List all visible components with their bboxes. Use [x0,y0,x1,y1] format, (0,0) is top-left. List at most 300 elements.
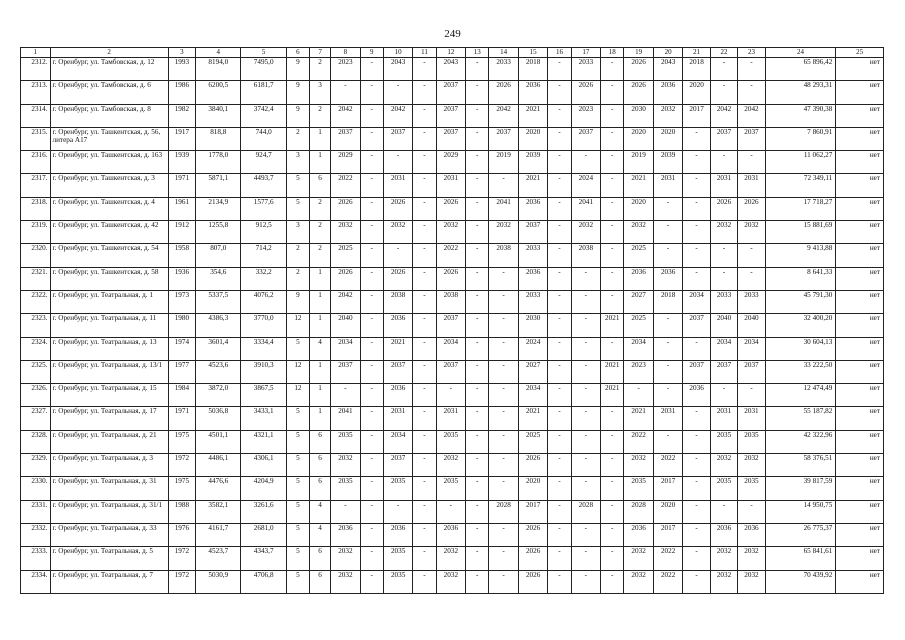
table-cell: - [710,500,737,523]
column-header-5: 5 [241,48,286,58]
table-cell: 2037 [683,360,710,383]
table-cell: 2040 [331,314,361,337]
table-cell: 2033 [571,58,601,81]
table-cell: - [360,174,383,197]
table-cell: 1980 [168,314,195,337]
column-header-6: 6 [286,48,309,58]
table-cell: 2042 [738,104,765,127]
table-cell: 3742,4 [241,104,286,127]
table-cell: 2 [286,267,309,290]
table-cell: - [571,337,601,360]
row-number-cell: 2329. [21,454,51,477]
table-cell: - [489,360,519,383]
table-cell: - [466,360,489,383]
address-cell: г. Оренбург, ул. Театральная, д. 15 [50,384,168,407]
table-cell: - [489,267,519,290]
table-cell: - [683,244,710,267]
table-cell: 2025 [518,430,548,453]
table-cell: 4343,7 [241,547,286,570]
table-cell: - [683,151,710,174]
table-cell: - [360,454,383,477]
table-cell: - [653,337,683,360]
table-cell: 2042 [331,104,361,127]
table-cell: - [710,244,737,267]
flag-cell: нет [836,58,884,81]
table-cell: 6 [310,547,331,570]
table-cell: - [601,430,624,453]
table-cell: 12 [286,384,309,407]
column-header-17: 17 [571,48,601,58]
table-cell: 2032 [489,221,519,244]
table-cell: 2026 [710,197,737,220]
table-cell: - [466,81,489,104]
table-cell: 2020 [653,127,683,150]
cost-cell: 33 222,50 [765,360,836,383]
table-cell: 2036 [653,81,683,104]
table-cell: 1 [310,384,331,407]
flag-cell: нет [836,81,884,104]
table-cell: 6 [310,570,331,593]
cost-cell: 42 322,96 [765,430,836,453]
table-cell: - [601,151,624,174]
table-cell: 2038 [489,244,519,267]
table-cell: 2037 [738,127,765,150]
table-cell: - [383,500,413,523]
table-cell: - [548,58,571,81]
row-number-cell: 2313. [21,81,51,104]
table-cell: 3 [310,81,331,104]
table-cell: 2019 [624,151,654,174]
table-cell: - [466,570,489,593]
table-cell: - [548,174,571,197]
row-number-cell: 2322. [21,290,51,313]
table-cell: - [436,500,466,523]
flag-cell: нет [836,430,884,453]
flag-cell: нет [836,477,884,500]
table-cell: 2036 [624,267,654,290]
table-cell: 2030 [518,314,548,337]
table-cell: - [571,454,601,477]
column-number-row [21,48,884,58]
table-cell: 3433,1 [241,407,286,430]
table-cell: 2021 [383,337,413,360]
table-cell: 9 [286,290,309,313]
table-cell: 2021 [601,314,624,337]
table-cell: 2036 [653,267,683,290]
table-cell: - [413,477,436,500]
table-cell: 1255,8 [196,221,241,244]
table-cell: - [548,500,571,523]
table-cell: - [601,174,624,197]
table-cell: - [383,81,413,104]
table-cell: 2043 [383,58,413,81]
flag-cell: нет [836,244,884,267]
address-cell: г. Оренбург, ул. Театральная, д. 3 [50,454,168,477]
table-cell: - [489,407,519,430]
table-cell: - [571,314,601,337]
flag-cell: нет [836,523,884,546]
table-cell: 2031 [738,174,765,197]
table-cell: - [548,81,571,104]
table-cell: - [548,430,571,453]
table-cell: 2031 [710,407,737,430]
table-cell: 2035 [738,430,765,453]
table-cell: 4 [310,337,331,360]
table-cell: 2019 [489,151,519,174]
column-header-8: 8 [331,48,361,58]
column-header-25: 25 [836,48,884,58]
row-number-cell: 2324. [21,337,51,360]
table-cell: 2037 [710,360,737,383]
column-header-24: 24 [765,48,836,58]
table-cell: 2033 [738,290,765,313]
table-cell: 5 [286,430,309,453]
table-cell: 2038 [383,290,413,313]
table-cell: - [466,337,489,360]
table-row [21,151,884,174]
table-cell: 2028 [571,500,601,523]
table-cell: - [571,360,601,383]
cost-cell: 47 390,38 [765,104,836,127]
table-row [21,104,884,127]
table-cell: 2017 [653,523,683,546]
table-cell: - [683,454,710,477]
table-cell: - [413,547,436,570]
table-cell: 1975 [168,477,195,500]
table-cell: 4476,6 [196,477,241,500]
table-cell: 1958 [168,244,195,267]
table-cell: 2031 [436,174,466,197]
row-number-cell: 2327. [21,407,51,430]
table-cell: 2032 [383,221,413,244]
table-cell: 2035 [710,430,737,453]
table-cell: - [653,314,683,337]
table-cell: - [413,407,436,430]
table-row [21,430,884,453]
table-cell: 2043 [653,58,683,81]
cost-cell: 45 791,30 [765,290,836,313]
table-cell: - [413,360,436,383]
table-cell: 2032 [738,570,765,593]
table-cell: 2040 [738,314,765,337]
cost-cell: 7 860,91 [765,127,836,150]
table-cell: 2040 [710,314,737,337]
table-cell: - [466,151,489,174]
table-cell: 2034 [383,430,413,453]
table-cell: 2031 [710,174,737,197]
table-cell: 1982 [168,104,195,127]
flag-cell: нет [836,174,884,197]
table-cell: 2020 [653,500,683,523]
cost-cell: 55 187,82 [765,407,836,430]
table-cell: 2035 [710,477,737,500]
table-cell: - [360,197,383,220]
table-cell: 2027 [624,290,654,313]
table-cell: - [548,337,571,360]
flag-cell: нет [836,360,884,383]
table-cell: 5 [286,477,309,500]
table-cell: 5 [286,407,309,430]
table-cell: 2036 [710,523,737,546]
table-cell: - [738,267,765,290]
table-cell: 2036 [518,267,548,290]
cost-cell: 14 950,75 [765,500,836,523]
table-cell: - [360,81,383,104]
table-cell: 3601,4 [196,337,241,360]
table-cell: - [653,360,683,383]
table-cell: 2021 [624,407,654,430]
table-cell: 2037 [436,104,466,127]
table-cell: 4076,2 [241,290,286,313]
table-cell: 2032 [710,221,737,244]
table-cell: - [571,384,601,407]
table-cell: - [413,151,436,174]
table-cell: 2026 [518,523,548,546]
table-cell: 2023 [624,360,654,383]
table-cell: 2032 [738,221,765,244]
table-cell: 2035 [331,477,361,500]
table-cell: 2021 [601,360,624,383]
table-cell: - [360,221,383,244]
table-cell: 2020 [624,127,654,150]
table-cell: 2037 [710,127,737,150]
row-number-cell: 2333. [21,547,51,570]
table-cell: 4523,6 [196,360,241,383]
table-cell: 5 [286,523,309,546]
table-cell: - [489,337,519,360]
address-cell: г. Оренбург, ул. Театральная, д. 33 [50,523,168,546]
table-cell: - [601,570,624,593]
table-cell: - [571,267,601,290]
table-cell: - [738,384,765,407]
cost-cell: 15 881,69 [765,221,836,244]
table-cell: - [413,570,436,593]
table-cell: - [548,267,571,290]
column-header-7: 7 [310,48,331,58]
table-cell: 2026 [383,267,413,290]
table-row [21,127,884,150]
table-cell: 2018 [518,58,548,81]
table-cell: - [571,407,601,430]
table-cell: - [548,244,571,267]
table-cell: - [710,151,737,174]
table-cell: - [489,290,519,313]
table-cell: 1936 [168,267,195,290]
table-cell: 2026 [518,547,548,570]
address-cell: г. Оренбург, ул. Театральная, д. 11 [50,314,168,337]
table-cell: - [489,547,519,570]
table-cell: 2032 [624,547,654,570]
table-row [21,337,884,360]
table-row [21,314,884,337]
table-cell: - [331,81,361,104]
table-cell: 12 [286,314,309,337]
table-cell: - [601,523,624,546]
table-row [21,197,884,220]
table-cell: - [413,221,436,244]
row-number-cell: 2332. [21,523,51,546]
table-cell: 9 [286,58,309,81]
table-cell: 4204,9 [241,477,286,500]
table-cell: 2034 [331,337,361,360]
table-cell: 2037 [436,314,466,337]
table-cell: 1 [310,267,331,290]
address-cell: г. Оренбург, ул. Театральная, д. 31/1 [50,500,168,523]
table-cell: 2037 [518,221,548,244]
table-cell: 2039 [653,151,683,174]
table-cell: 2026 [436,197,466,220]
row-number-cell: 2315. [21,127,51,150]
table-cell: 2034 [436,337,466,360]
table-cell: - [548,547,571,570]
table-cell: - [466,267,489,290]
table-cell: 3334,4 [241,337,286,360]
column-header-21: 21 [683,48,710,58]
column-header-4: 4 [196,48,241,58]
table-cell: 6 [310,454,331,477]
table-cell: - [571,477,601,500]
table-cell: - [683,500,710,523]
table-cell: 12 [286,360,309,383]
table-cell: - [360,104,383,127]
table-cell: 2022 [653,547,683,570]
table-cell: 3 [286,221,309,244]
table-cell: 2037 [383,360,413,383]
table-cell: 2023 [571,104,601,127]
table-cell: 4523,7 [196,547,241,570]
row-number-cell: 2321. [21,267,51,290]
table-cell: - [601,244,624,267]
table-cell: 924,7 [241,151,286,174]
table-cell: 2032 [710,454,737,477]
table-cell: - [360,407,383,430]
column-header-23: 23 [738,48,765,58]
table-cell: 2036 [518,81,548,104]
table-row [21,570,884,593]
table-cell: 2031 [383,407,413,430]
table-cell: 2026 [624,81,654,104]
table-cell: 1917 [168,127,195,150]
table-cell: 2031 [653,407,683,430]
table-row [21,500,884,523]
table-cell: 1 [310,407,331,430]
table-cell: 2032 [436,547,466,570]
table-cell: - [466,523,489,546]
address-cell: г. Оренбург, ул. Театральная, д. 21 [50,430,168,453]
table-cell: 2032 [624,454,654,477]
table-cell: 2023 [331,58,361,81]
table-cell: - [466,104,489,127]
table-cell: 1939 [168,151,195,174]
table-cell: - [466,127,489,150]
address-cell: г. Оренбург, ул. Ташкентская, д. 58 [50,267,168,290]
row-number-cell: 2325. [21,360,51,383]
table-cell: - [360,523,383,546]
table-cell: 2028 [489,500,519,523]
table-cell: 2037 [489,127,519,150]
flag-cell: нет [836,314,884,337]
table-cell: - [738,500,765,523]
table-cell: - [466,221,489,244]
table-cell: 2037 [571,127,601,150]
address-cell: г. Оренбург, ул. Театральная, д. 5 [50,547,168,570]
cost-cell: 26 775,37 [765,523,836,546]
table-cell: 2043 [436,58,466,81]
table-cell: - [683,477,710,500]
table-cell: 2037 [738,360,765,383]
table-cell: 5337,5 [196,290,241,313]
table-cell: - [683,174,710,197]
column-header-9: 9 [360,48,383,58]
table-cell: 6 [310,477,331,500]
table-cell: - [653,197,683,220]
table-cell: - [466,384,489,407]
row-number-cell: 2331. [21,500,51,523]
table-cell: 9 [286,104,309,127]
cost-cell: 11 062,27 [765,151,836,174]
table-cell: 7495,0 [241,58,286,81]
table-cell: - [489,523,519,546]
column-header-20: 20 [653,48,683,58]
table-cell: 2036 [738,523,765,546]
table-cell: - [360,337,383,360]
column-header-22: 22 [710,48,737,58]
table-cell: 5 [286,547,309,570]
table-cell: - [360,127,383,150]
table-cell: 2032 [331,547,361,570]
row-number-cell: 2312. [21,58,51,81]
table-cell: - [360,547,383,570]
flag-cell: нет [836,570,884,593]
address-cell: г. Оренбург, ул. Ташкентская, д. 54 [50,244,168,267]
table-cell: - [710,58,737,81]
table-cell: - [466,58,489,81]
table-cell: 2032 [653,104,683,127]
table-cell: 1 [310,360,331,383]
table-cell: 2034 [518,384,548,407]
table-cell: 2033 [518,290,548,313]
table-cell: - [548,523,571,546]
cost-cell: 58 376,51 [765,454,836,477]
table-cell: 912,5 [241,221,286,244]
column-header-14: 14 [489,48,519,58]
table-cell: 3 [286,151,309,174]
column-header-3: 3 [168,48,195,58]
table-cell: 1972 [168,570,195,593]
table-cell: - [489,430,519,453]
table-cell: 5 [286,337,309,360]
table-cell: - [548,360,571,383]
table-cell: 1976 [168,523,195,546]
table-cell: - [413,523,436,546]
table-cell: 2036 [518,197,548,220]
flag-cell: нет [836,151,884,174]
address-cell: г. Оренбург, ул. Театральная, д. 17 [50,407,168,430]
table-cell: - [738,244,765,267]
flag-cell: нет [836,104,884,127]
column-header-10: 10 [383,48,413,58]
table-cell: - [683,407,710,430]
column-header-12: 12 [436,48,466,58]
table-cell: - [360,500,383,523]
table-cell: - [360,384,383,407]
table-cell: - [466,314,489,337]
table-cell: - [601,407,624,430]
table-cell: 2036 [624,523,654,546]
table-cell: 2022 [653,570,683,593]
table-cell: 2026 [571,81,601,104]
table-cell: 2018 [653,290,683,313]
